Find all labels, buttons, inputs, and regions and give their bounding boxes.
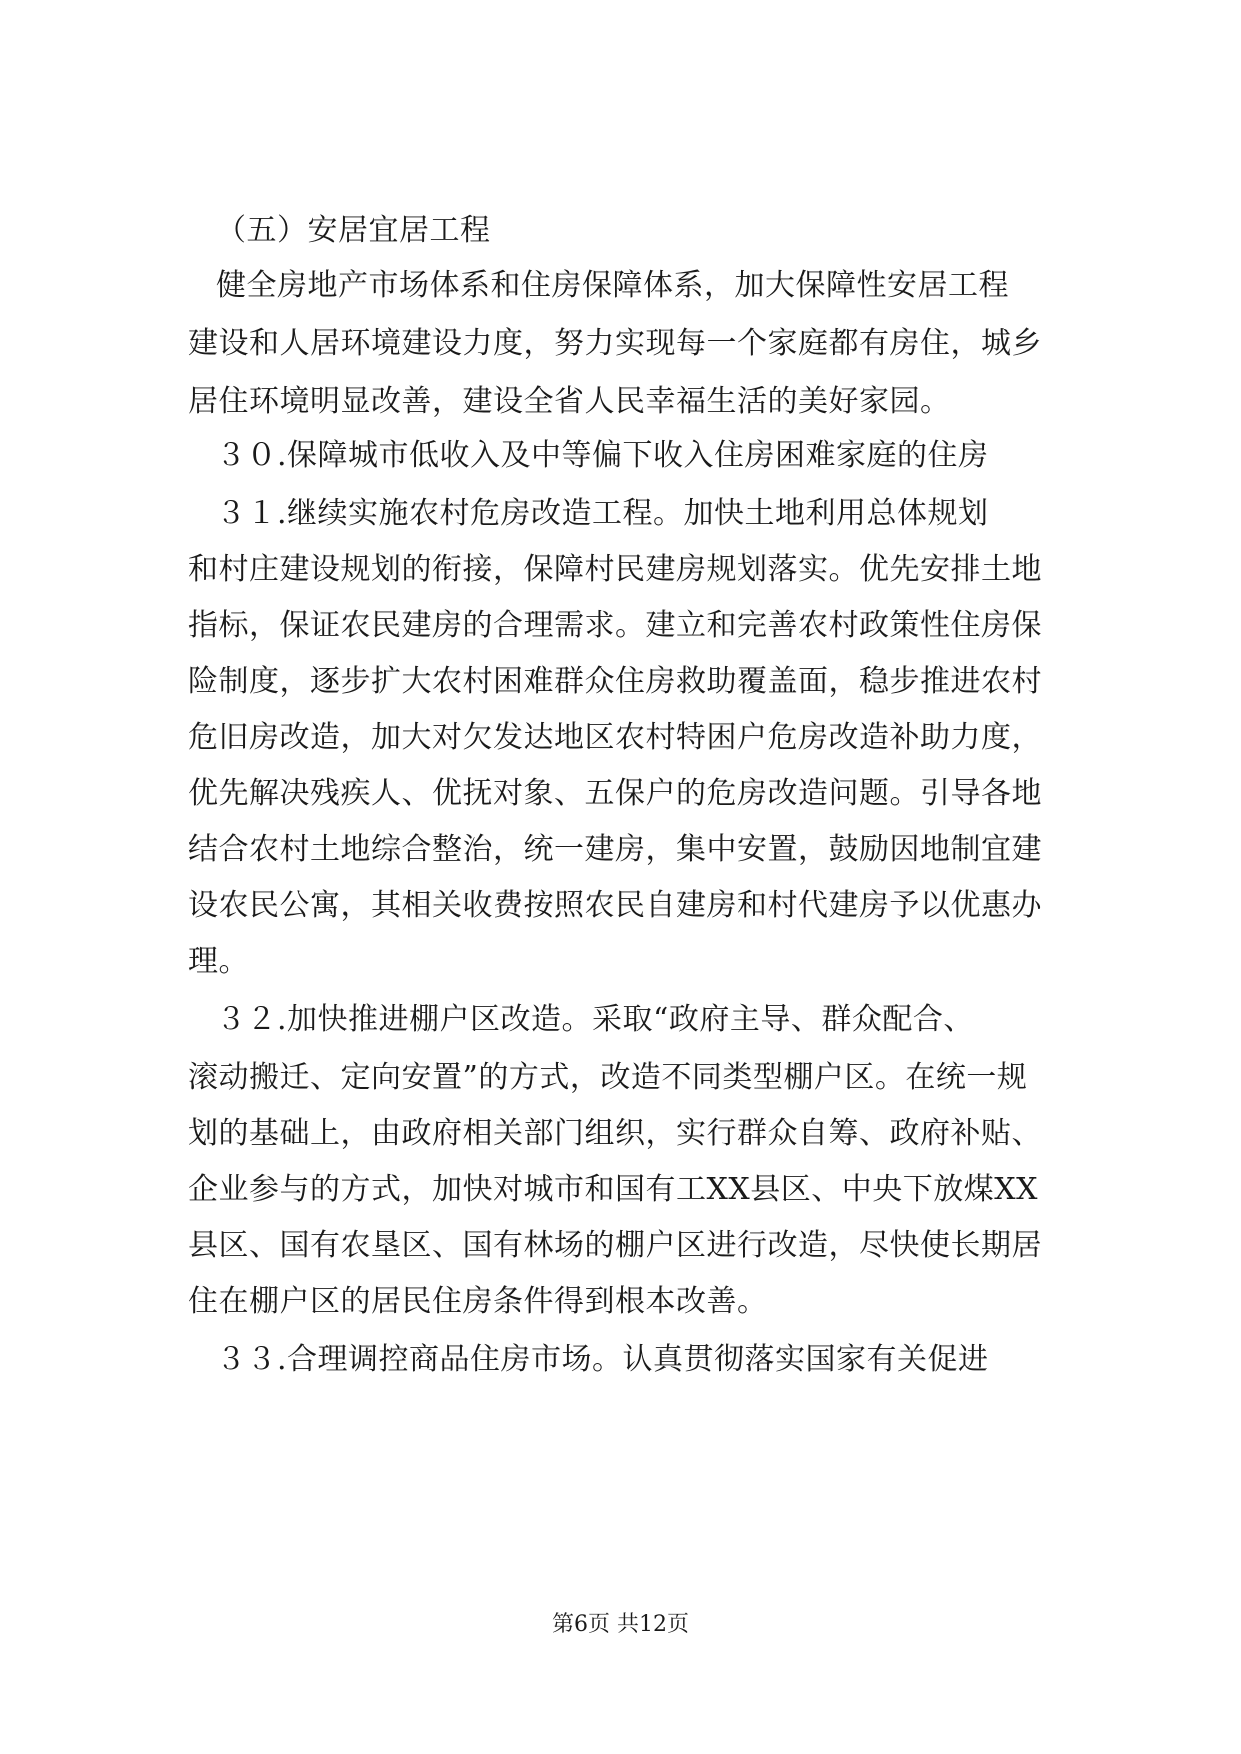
paragraph-line: 住在棚户区的居民住房条件得到根本改善。 [188,1284,768,1319]
paragraph-line: ３１.继续实施农村危房改造工程。加快土地利用总体规划 [216,496,989,531]
paragraph-line: 县区、国有农垦区、国有林场的棚户区进行改造，尽快使长期居 [188,1228,1042,1263]
page-number: 第6页 共12页 [552,1612,689,1637]
section-heading: （五）安居宜居工程 [216,213,491,248]
paragraph-line: ３３.合理调控商品住房市场。认真贯彻落实国家有关促进 [216,1342,989,1377]
paragraph-line: 滚动搬迁、定向安置”的方式，改造不同类型棚户区。在统一规 [188,1060,1028,1095]
paragraph-line: 企业参与的方式，加快对城市和国有工XX县区、中央下放煤XX [188,1172,1038,1207]
paragraph-line: 健全房地产市场体系和住房保障体系，加大保障性安居工程 [216,268,1009,303]
paragraph-line: ３２.加快推进棚户区改造。采取“政府主导、群众配合、 [216,1002,974,1037]
paragraph-line: 结合农村土地综合整治，统一建房，集中安置，鼓励因地制宜建 [188,832,1042,867]
paragraph-line: 危旧房改造，加大对欠发达地区农村特困户危房改造补助力度， [188,720,1042,755]
paragraph-line: 居住环境明显改善，建设全省人民幸福生活的美好家园。 [188,384,951,419]
paragraph-line: 建设和人居环境建设力度，努力实现每一个家庭都有房住，城乡 [188,326,1042,361]
paragraph-line: 设农民公寓，其相关收费按照农民自建房和村代建房予以优惠办 [188,888,1042,923]
paragraph-line: 理。 [188,944,249,979]
paragraph-line: 险制度，逐步扩大农村困难群众住房救助覆盖面，稳步推进农村 [188,664,1042,699]
paragraph-line: 和村庄建设规划的衔接，保障村民建房规划落实。优先安排土地 [188,552,1042,587]
paragraph-line: ３０.保障城市低收入及中等偏下收入住房困难家庭的住房 [216,438,989,473]
paragraph-line: 划的基础上，由政府相关部门组织，实行群众自筹、政府补贴、 [188,1116,1042,1151]
paragraph-line: 优先解决残疾人、优抚对象、五保户的危房改造问题。引导各地 [188,776,1042,811]
paragraph-line: 指标，保证农民建房的合理需求。建立和完善农村政策性住房保 [188,608,1042,643]
